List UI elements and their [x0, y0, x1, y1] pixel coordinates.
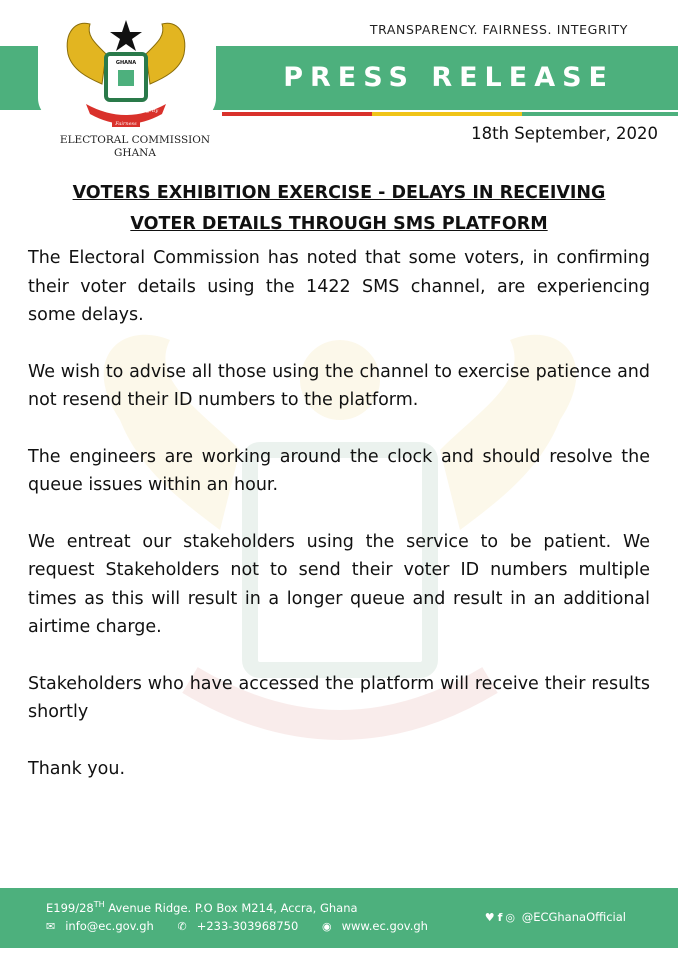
coat-of-arms-logo	[62, 14, 190, 132]
address-part: Avenue Ridge. P.O Box M214, Accra, Ghana	[104, 900, 358, 915]
headline-line2: VOTER DETAILS THROUGH SMS PLATFORM	[130, 214, 548, 234]
release-date: 18th September, 2020	[471, 124, 658, 143]
twitter-icon[interactable]: ♥	[484, 911, 495, 924]
flag-stripe-gold	[372, 112, 522, 116]
body-text	[28, 244, 650, 811]
paragraph: We wish to advise all those using the channel to exercise patience and not resend their ID numbers to the platform.	[28, 361, 650, 410]
paragraph: Stakeholders who have accessed the platform will receive their results shortly	[28, 673, 650, 722]
org-name-line1: ELECTORAL COMMISSION	[59, 134, 211, 146]
footer-phone[interactable]	[178, 919, 309, 933]
closing: Thank you.	[28, 758, 126, 779]
instagram-icon[interactable]: ◎	[505, 911, 516, 924]
footer-contacts	[46, 919, 448, 933]
banner-title: PRESS RELEASE	[283, 62, 614, 93]
email-icon: ✉	[46, 920, 56, 933]
logo-ghana-text: GHANA	[115, 60, 137, 66]
footer-address	[46, 900, 358, 915]
email-text: info@ec.gov.gh	[65, 919, 154, 933]
address-sup: TH	[93, 900, 105, 909]
paragraph: We entreat our stakeholders using the service to be patient. We request Stakeholders not to send their voter ID numbers multiple times as this will result in a longer queue and result in an additional airtime charge.	[28, 531, 650, 637]
tagline: TRANSPARENCY. FAIRNESS. INTEGRITY	[369, 22, 628, 37]
globe-icon: ◉	[321, 920, 332, 933]
headline-line1: VOTERS EXHIBITION EXERCISE - DELAYS IN RECEIVING	[72, 183, 606, 203]
footer-website[interactable]	[322, 919, 438, 933]
footer-social[interactable]	[485, 910, 626, 924]
org-name-line2: GHANA	[114, 147, 156, 159]
footer	[0, 888, 678, 948]
footer-email[interactable]	[46, 919, 164, 933]
website-text: www.ec.gov.gh	[341, 919, 428, 933]
paragraph: The engineers are working around the clock and should resolve the queue issues within an hour.	[28, 446, 650, 495]
flag-stripe-green	[522, 112, 678, 116]
flag-stripe-red	[222, 112, 372, 116]
headline	[20, 178, 658, 240]
logo-integrity-text: Integrity	[136, 108, 159, 114]
paragraph: The Electoral Commission has noted that some voters, in confirming their voter details using the 1422 SMS channel, are experiencing some delays.	[28, 248, 650, 325]
facebook-icon[interactable]: f	[497, 911, 503, 924]
phone-text: +233-303968750	[196, 919, 299, 933]
logo-transparency-text: Transparency	[104, 108, 139, 114]
social-handle: @ECGhanaOfficial	[521, 910, 626, 924]
phone-icon: ✆	[177, 920, 187, 933]
logo-fairness-text: Fairness	[115, 121, 137, 127]
address-part: E199/28	[46, 900, 94, 915]
